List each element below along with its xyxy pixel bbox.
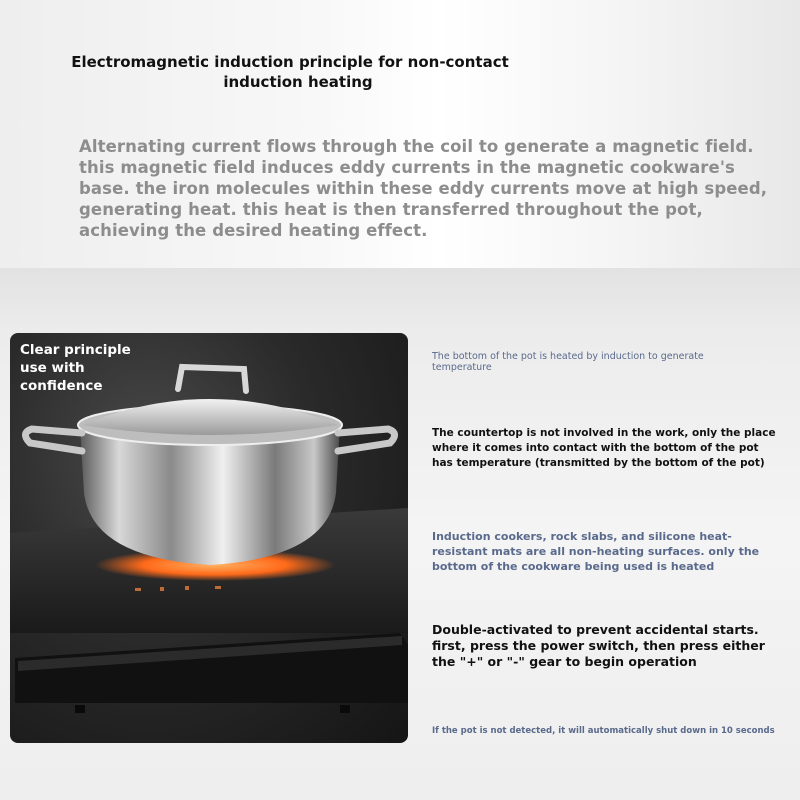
- intro-paragraph: Alternating current flows through the coil to generate a magnetic field. this magnetic field induces eddy currents in the magnetic cookware's base. the iron molecules within these eddy currents move at high speed, generating heat. this heat is then transferred throughout the pot, achieving the desired heating effect.: [79, 137, 768, 240]
- page-title: [0, 52, 580, 92]
- callout-countertop-not-involved: The countertop is not involved in the work, only the place where it comes into contact with the bottom of the pot has temperature (transmitted by the bottom of the pot): [432, 427, 776, 469]
- callout-auto-shutdown: If the pot is not detected, it will automatically shut down in 10 seconds: [432, 726, 775, 736]
- left-handle: [25, 429, 82, 451]
- product-photo: [10, 333, 408, 743]
- lid-handle: [178, 367, 246, 391]
- page-title-line-1: Electromagnetic induction principle for non-contact: [71, 53, 509, 71]
- pot-lid: [82, 399, 338, 435]
- callout-pot-bottom-heated: The bottom of the pot is heated by induction to generate temperature: [432, 351, 704, 373]
- photo-label: Clear principle use with confidence: [20, 342, 131, 394]
- page-title-line-2: induction heating: [223, 73, 373, 91]
- right-handle: [338, 429, 395, 451]
- cooktop-foot-left: [75, 705, 85, 713]
- callout-double-activation: Double-activated to prevent accidental starts. first, press the power switch, then press either the "+" or "-" gear to begin operation: [432, 622, 765, 669]
- callout-non-heating-surfaces: Induction cookers, rock slabs, and silicone heat-resistant mats are all non-heating surfaces. only the bottom of the cookware being used is heated: [432, 530, 760, 573]
- cooktop-foot-right: [340, 705, 350, 713]
